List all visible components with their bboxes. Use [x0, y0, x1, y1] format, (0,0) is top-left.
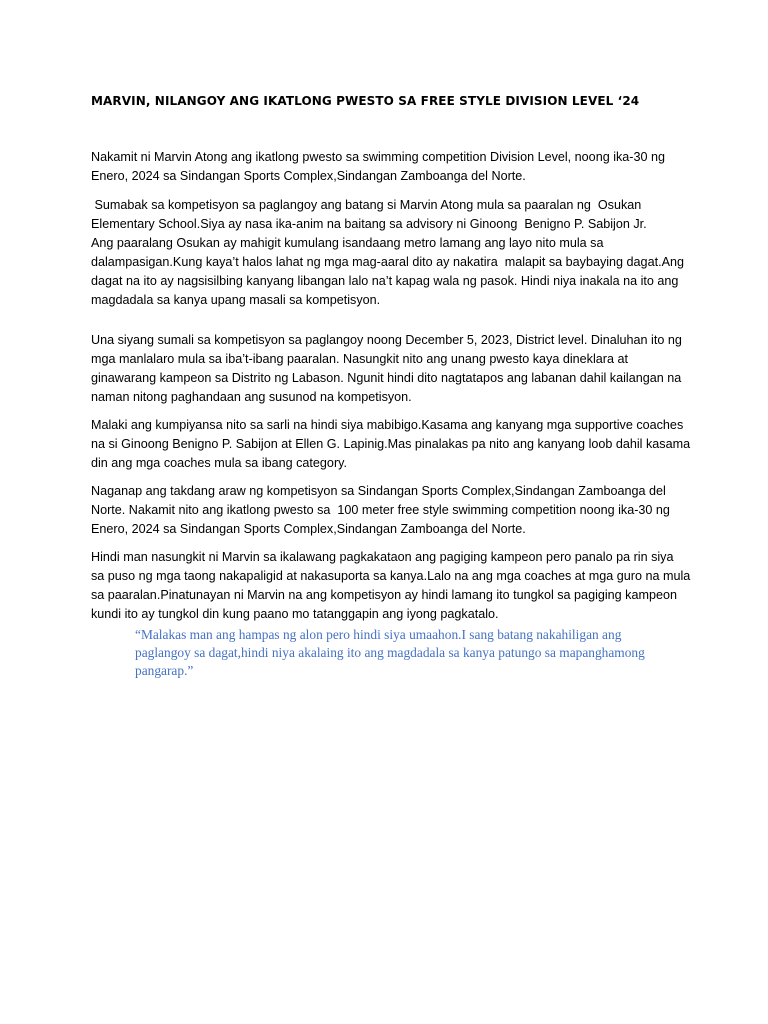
- paragraph-line: din ang mga coaches mula sa ibang category.: [91, 456, 347, 470]
- paragraph-line: sa paaralan.Pinatunayan ni Marvin na ang kompetisyon ay hindi lamang ito tungkol sa pagiging kampeon: [91, 588, 677, 602]
- quote-line: paglangoy sa dagat,hindi niya akalaing ito ang magdadala sa kanya patungo sa mapanghamong: [135, 645, 645, 660]
- paragraph-line: Naganap ang takdang araw ng kompetisyon sa Sindangan Sports Complex,Sindangan Zamboanga del: [91, 484, 666, 498]
- paragraph-line: Norte. Nakamit nito ang ikatlong pwesto sa 100 meter free style swimming competition noong ika-30 ng: [91, 503, 670, 517]
- quote-line: “Malakas man ang hampas ng alon pero hindi siya umaahon.I sang batang nakahiligan ang: [135, 627, 622, 642]
- paragraph-line: kundi ito ay tungkol din kung paano mo tatanggapin ang iyong pagkatalo.: [91, 607, 499, 621]
- paragraph-line: Enero, 2024 sa Sindangan Sports Complex,Sindangan Zamboanga del Norte.: [91, 522, 526, 536]
- paragraph-line: naman nitong paghandaan ang susunod na kompetisyon.: [91, 390, 412, 404]
- quote-line: pangarap.”: [135, 663, 194, 678]
- paragraph-5: [91, 482, 691, 539]
- paragraph-line: magdadala sa kanya upang masali sa kompetisyon.: [91, 293, 381, 307]
- pull-quote: [135, 626, 710, 680]
- paragraph-line: Nakamit ni Marvin Atong ang ikatlong pwesto sa swimming competition Division Level, noong ika-30 ng: [91, 150, 666, 164]
- paragraph-line: sa puso ng mga taong nakapaligid at nakasuporta sa kanya.Lalo na ang mga coaches at mga guro na mula: [91, 569, 691, 583]
- paragraph-line: mga manlalaro mula sa iba’t-ibang paaralan. Nasungkit nito ang unang pwesto kaya dineklara at: [91, 352, 628, 366]
- paragraph-line: dalampasigan.Kung kaya’t halos lahat ng mga mag-aaral dito ay nakatira malapit sa baybaying dagat.Ang: [91, 255, 684, 269]
- paragraph-line: Hindi man nasungkit ni Marvin sa ikalawang pagkakataon ang pagiging kampeon pero panalo pa rin siya: [91, 550, 674, 564]
- paragraph-1: [91, 148, 691, 186]
- article-title: MARVIN, NILANGOY ANG IKATLONG PWESTO SA FREE STYLE DIVISION LEVEL ‘24: [91, 94, 640, 108]
- paragraph-line: Ang paaralang Osukan ay mahigit kumulang isandaang metro lamang ang layo nito mula sa: [91, 236, 604, 250]
- paragraph-line: Malaki ang kumpiyansa nito sa sarli na hindi siya mabibigo.Kasama ang kanyang mga supportive coaches: [91, 418, 684, 432]
- paragraph-6: [91, 548, 691, 624]
- document-page: [91, 94, 691, 680]
- paragraph-line: Sumabak sa kompetisyon sa paglangoy ang batang si Marvin Atong mula sa paaralan ng Osukan: [91, 198, 642, 212]
- paragraph-line: Enero, 2024 sa Sindangan Sports Complex,Sindangan Zamboanga del Norte.: [91, 169, 526, 183]
- paragraph-line: na si Ginoong Benigno P. Sabijon at Ellen G. Lapinig.Mas pinalakas pa nito ang kanyang loob dahil kasama: [91, 437, 691, 451]
- paragraph-3: [91, 331, 691, 407]
- paragraph-line: Elementary School.Siya ay nasa ika-anim na baitang sa advisory ni Ginoong Benigno P. Sabijon Jr.: [91, 217, 647, 231]
- paragraph-line: Una siyang sumali sa kompetisyon sa paglangoy noong December 5, 2023, District level. Dinaluhan ito ng: [91, 333, 682, 347]
- paragraph-line: ginawarang kampeon sa Distrito ng Labason. Ngunit hindi dito nagtatapos ang labanan dahil kailangan na: [91, 371, 682, 385]
- paragraph-4: [91, 416, 691, 473]
- paragraph-line: dagat na ito ay nagsisilbing kanyang libangan lalo na’t kapag wala ng pasok. Hindi niya inakala na ito ang: [91, 274, 679, 288]
- paragraph-2: [91, 196, 691, 310]
